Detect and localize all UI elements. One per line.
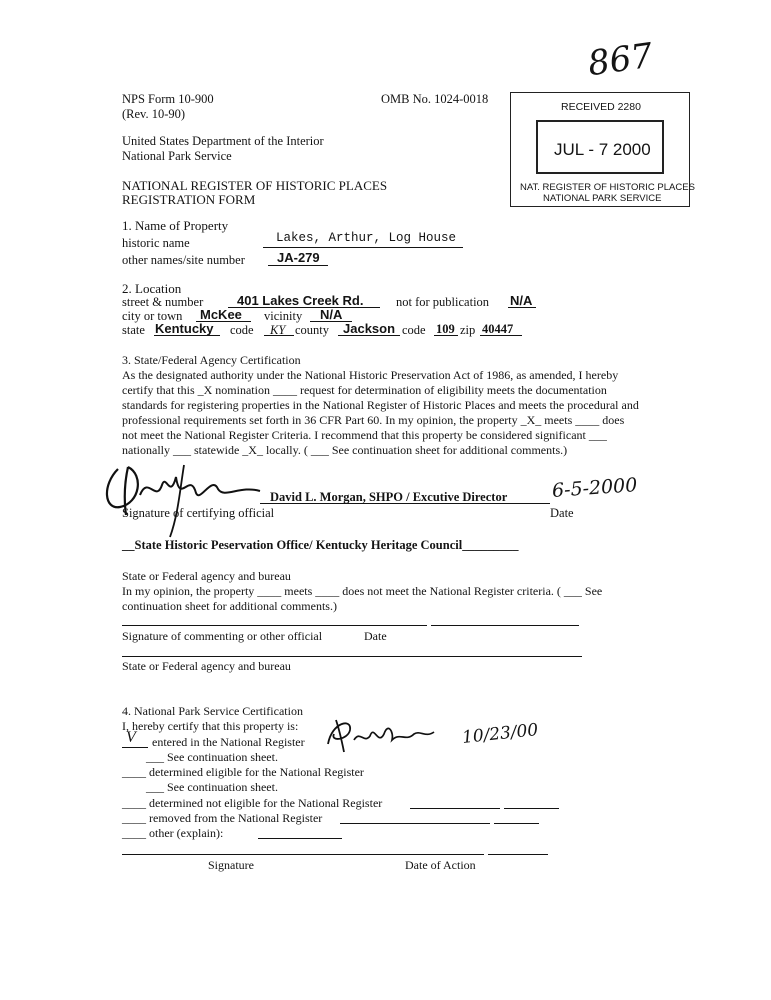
other-explain-line xyxy=(258,838,342,839)
street-underline xyxy=(228,307,380,308)
form-title: NATIONAL REGISTER OF HISTORIC PLACES xyxy=(122,178,388,193)
county-code-label: code xyxy=(402,323,426,337)
certification-line-1: As the designated authority under the National Historic Preservation Act of 1986, as amended, I hereby xyxy=(122,368,619,382)
historic-name-value: Lakes, Arthur, Log House xyxy=(276,231,457,245)
state-office: __State Historic Peservation Office/ Kentucky Heritage Council_________ xyxy=(122,538,519,552)
agency-label-2: State or Federal agency and bureau xyxy=(122,659,291,673)
state-code-label: code xyxy=(230,323,254,337)
commenting-signature-label: Signature of commenting or other official xyxy=(122,629,323,643)
vicinity-label: vicinity xyxy=(264,309,303,323)
form-revision: (Rev. 10-90) xyxy=(122,107,186,121)
county-code-underline xyxy=(434,335,458,336)
determined-not-eligible: ____ determined not eligible for the National Register xyxy=(122,796,383,810)
form-number: NPS Form 10-900 xyxy=(122,92,214,106)
stamp-register: NAT. REGISTER OF HISTORIC PLACES xyxy=(520,182,695,193)
form-subtitle: REGISTRATION FORM xyxy=(122,192,256,207)
county-label: county xyxy=(295,323,330,337)
signature-line xyxy=(260,503,550,504)
commenting-signature-line xyxy=(122,625,427,626)
stamp-received: RECEIVED 2280 xyxy=(561,101,641,113)
state-value: Kentucky xyxy=(155,321,214,336)
removed-date-line xyxy=(494,823,539,824)
other-explain: ____ other (explain): xyxy=(122,826,224,840)
county-code-value: 109 xyxy=(436,322,455,336)
see-continuation-1: ___ See continuation sheet. xyxy=(146,750,278,764)
certification-line-6: nationally ___ statewide _X_ locally. ( ___ See continuation sheet for additional comments.) xyxy=(122,443,568,457)
action-date-handwritten: 10/23/00 xyxy=(461,720,540,748)
not-eligible-date-line xyxy=(504,808,559,809)
certification-line-5: not meet the National Register Criteria. I recommend that this property be considered significant ___ xyxy=(122,428,607,442)
street-value: 401 Lakes Creek Rd. xyxy=(237,293,364,308)
commenting-date-line xyxy=(431,625,579,626)
determined-eligible: ____ determined eligible for the National Register xyxy=(122,765,364,779)
keeper-handwritten-signature xyxy=(322,712,442,761)
zip-value: 40447 xyxy=(482,322,514,336)
stamp-service: NATIONAL PARK SERVICE xyxy=(543,193,662,204)
agency-label: State or Federal agency and bureau xyxy=(122,569,291,583)
date-label: Date xyxy=(550,506,574,520)
zip-label: zip xyxy=(460,323,476,337)
handwritten-number: 867 xyxy=(585,35,656,85)
removed-sig-line xyxy=(340,823,490,824)
zip-underline xyxy=(480,335,522,336)
certification-line-3: standards for registering properties in the National Register of Historic Places and meets the procedural and xyxy=(122,398,639,412)
street-label: street & number xyxy=(122,295,204,309)
state-underline xyxy=(154,335,220,336)
nps-intro: I, hereby certify that this property is: xyxy=(122,719,299,733)
signature-date: 6-5-2000 xyxy=(551,474,639,502)
section-4-heading: 4. National Park Service Certification xyxy=(122,704,303,718)
state-label: state xyxy=(122,323,145,337)
commenting-date-label: Date xyxy=(364,629,387,643)
entered-in-register: entered in the National Register xyxy=(152,735,305,749)
opinion-line-2: continuation sheet for additional comments.) xyxy=(122,599,337,613)
other-names-underline xyxy=(268,265,328,266)
county-value: Jackson xyxy=(343,321,396,336)
historic-name-label: historic name xyxy=(122,236,190,250)
stamp-date: JUL - 7 2000 xyxy=(554,140,651,159)
county-underline xyxy=(338,335,400,336)
nps-signature-label: Signature xyxy=(208,858,254,872)
see-continuation-2: ___ See continuation sheet. xyxy=(146,780,278,794)
signer-name-title: David L. Morgan, SHPO / Excutive Director xyxy=(270,490,508,504)
opinion-line-1: In my opinion, the property ____ meets ____ does not meet the National Register criteria. ( ___ See xyxy=(122,584,603,598)
section-2-heading: 2. Location xyxy=(122,281,182,296)
check-mark: V xyxy=(126,729,136,746)
certification-line-4: professional requirements set forth in 36 CFR Part 60. In my opinion, the property _X_ meets ____ does xyxy=(122,413,625,427)
vicinity-value: N/A xyxy=(320,307,343,322)
historic-name-underline xyxy=(263,247,463,248)
not-for-publication-value: N/A xyxy=(510,293,533,308)
not-for-publication-underline xyxy=(508,307,536,308)
city-value: McKee xyxy=(200,307,242,322)
signature-label: Signature of certifying official xyxy=(122,506,275,520)
removed-from-register: ____ removed from the National Register xyxy=(122,811,323,825)
nps-signature-line xyxy=(122,854,484,855)
section-1-heading: 1. Name of Property xyxy=(122,218,229,233)
state-code-underline xyxy=(264,335,294,336)
nps-date-of-action-label: Date of Action xyxy=(405,858,476,872)
not-for-publication-label: not for publication xyxy=(396,295,490,309)
omb-number: OMB No. 1024-0018 xyxy=(381,92,489,106)
shpo-handwritten-signature xyxy=(100,455,265,544)
state-code-value: KY xyxy=(270,323,286,337)
service-name: National Park Service xyxy=(122,149,232,163)
department-name: United States Department of the Interior xyxy=(122,134,324,148)
other-names-value: JA-279 xyxy=(277,250,320,265)
nps-date-line xyxy=(488,854,548,855)
other-names-label: other names/site number xyxy=(122,253,245,267)
agency-line xyxy=(122,656,582,657)
certification-line-2: certify that this _X nomination ____ request for determination of eligibility meets the documentation xyxy=(122,383,607,397)
section-3-heading: 3. State/Federal Agency Certification xyxy=(122,353,301,367)
not-eligible-sig-line xyxy=(410,808,500,809)
city-label: city or town xyxy=(122,309,183,323)
entered-blank xyxy=(122,747,148,748)
